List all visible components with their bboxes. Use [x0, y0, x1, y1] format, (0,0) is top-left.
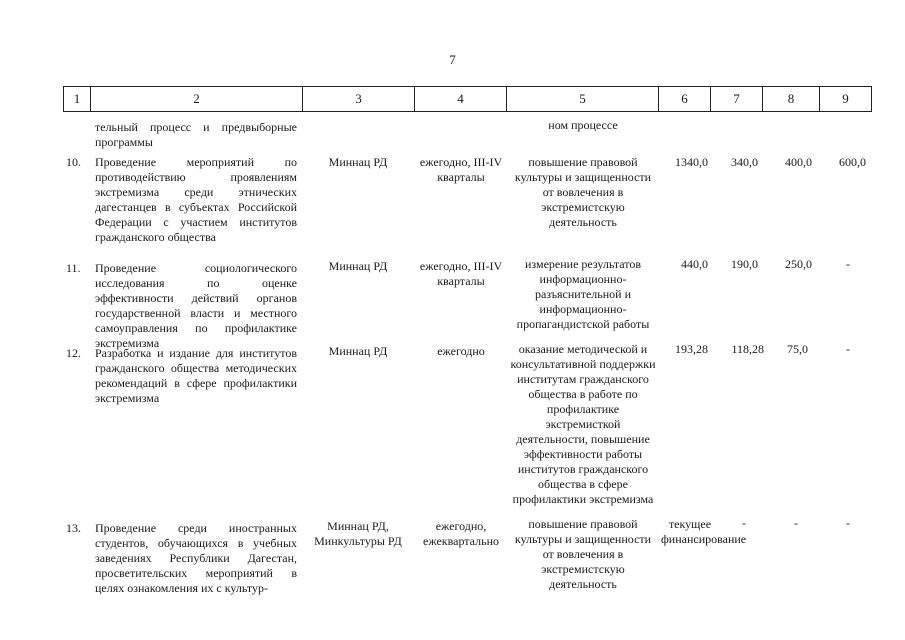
column-header-table [63, 86, 872, 112]
measure-name: Проведение социологического исследования по оценке эффективности действий органов государственной власти и местного самоуправления по профилактике экстремизма [95, 261, 297, 350]
period: ежегодно, III-IV кварталы [419, 259, 503, 288]
row-number: 10. [66, 155, 81, 169]
funding-col-8: 75,0 [787, 342, 808, 356]
row-number: 11. [66, 261, 81, 275]
funding-col-9: - [846, 257, 850, 271]
funding-col-8: 400,0 [785, 155, 812, 169]
total-funding: 193,28 [675, 342, 708, 356]
executor: Миннац РД, Минкультуры РД [314, 519, 402, 548]
page-number: 7 [449, 52, 456, 67]
measure-name: Разработка и издание для институтов гражданского общества методических рекомендаций в сфере профилактики экстремизма [95, 346, 297, 405]
column-header-2: 2 [91, 87, 303, 112]
executor: Миннац РД [328, 344, 388, 358]
funding-col-7: 340,0 [731, 155, 758, 169]
period: ежегодно [437, 344, 485, 358]
period: ежегодно, III-IV кварталы [419, 155, 503, 184]
expected-result: оказание методической и консультативной поддержки институтам гражданского общества в работе по профилактике экстремисткой деятельности, повышение эффективности работы институтов гражданского общества в сфере профилактики экстремизма [510, 342, 656, 506]
executor: Миннац РД [328, 155, 388, 169]
expected-result: измерение результатов информационно-разъяснительной и информационно-пропагандистской работы [516, 257, 650, 331]
column-header-5: 5 [507, 87, 659, 112]
column-header-1: 1 [64, 87, 91, 112]
expected-result: повышение правовой культуры и защищенности от вовлечения в экстремистскую деятельность [514, 517, 652, 591]
total-funding: текущее финансирование [661, 517, 747, 546]
total-funding: 1340,0 [675, 155, 708, 169]
funding-col-9: - [846, 516, 850, 530]
funding-col-7: 118,28 [731, 342, 764, 356]
funding-col-8: 250,0 [785, 257, 812, 271]
continuation-name: тельный процесс и предвыборные программы [95, 120, 297, 149]
continuation-result: ном процессе [548, 118, 618, 132]
funding-col-7: 190,0 [731, 257, 758, 271]
total-funding: 440,0 [681, 257, 708, 271]
funding-col-9: 600,0 [839, 155, 866, 169]
row-number: 12. [66, 346, 81, 360]
column-header-8: 8 [763, 87, 820, 112]
column-header-3: 3 [303, 87, 415, 112]
column-header-4: 4 [415, 87, 507, 112]
column-header-9: 9 [820, 87, 872, 112]
row-number: 13. [66, 521, 81, 535]
expected-result: повышение правовой культуры и защищенности от вовлечения в экстремистскую деятельность [514, 155, 652, 229]
funding-col-9: - [846, 342, 850, 356]
funding-col-7: - [742, 516, 746, 530]
executor: Миннац РД [328, 259, 388, 273]
column-header-6: 6 [659, 87, 711, 112]
measure-name: Проведение среди иностранных студентов, обучающихся в учебных заведениях Республики Дагестан, просветительских мероприятий в целях ознакомления их с культур- [95, 521, 297, 595]
funding-col-8: - [794, 516, 798, 530]
column-header-7: 7 [711, 87, 763, 112]
period: ежегодно, ежеквартально [423, 519, 499, 548]
measure-name: Проведение мероприятий по противодействию проявлениям экстремизма среди этнических дагестанцев в субъектах Российской Федерации с участием институтов гражданского общества [95, 155, 297, 244]
